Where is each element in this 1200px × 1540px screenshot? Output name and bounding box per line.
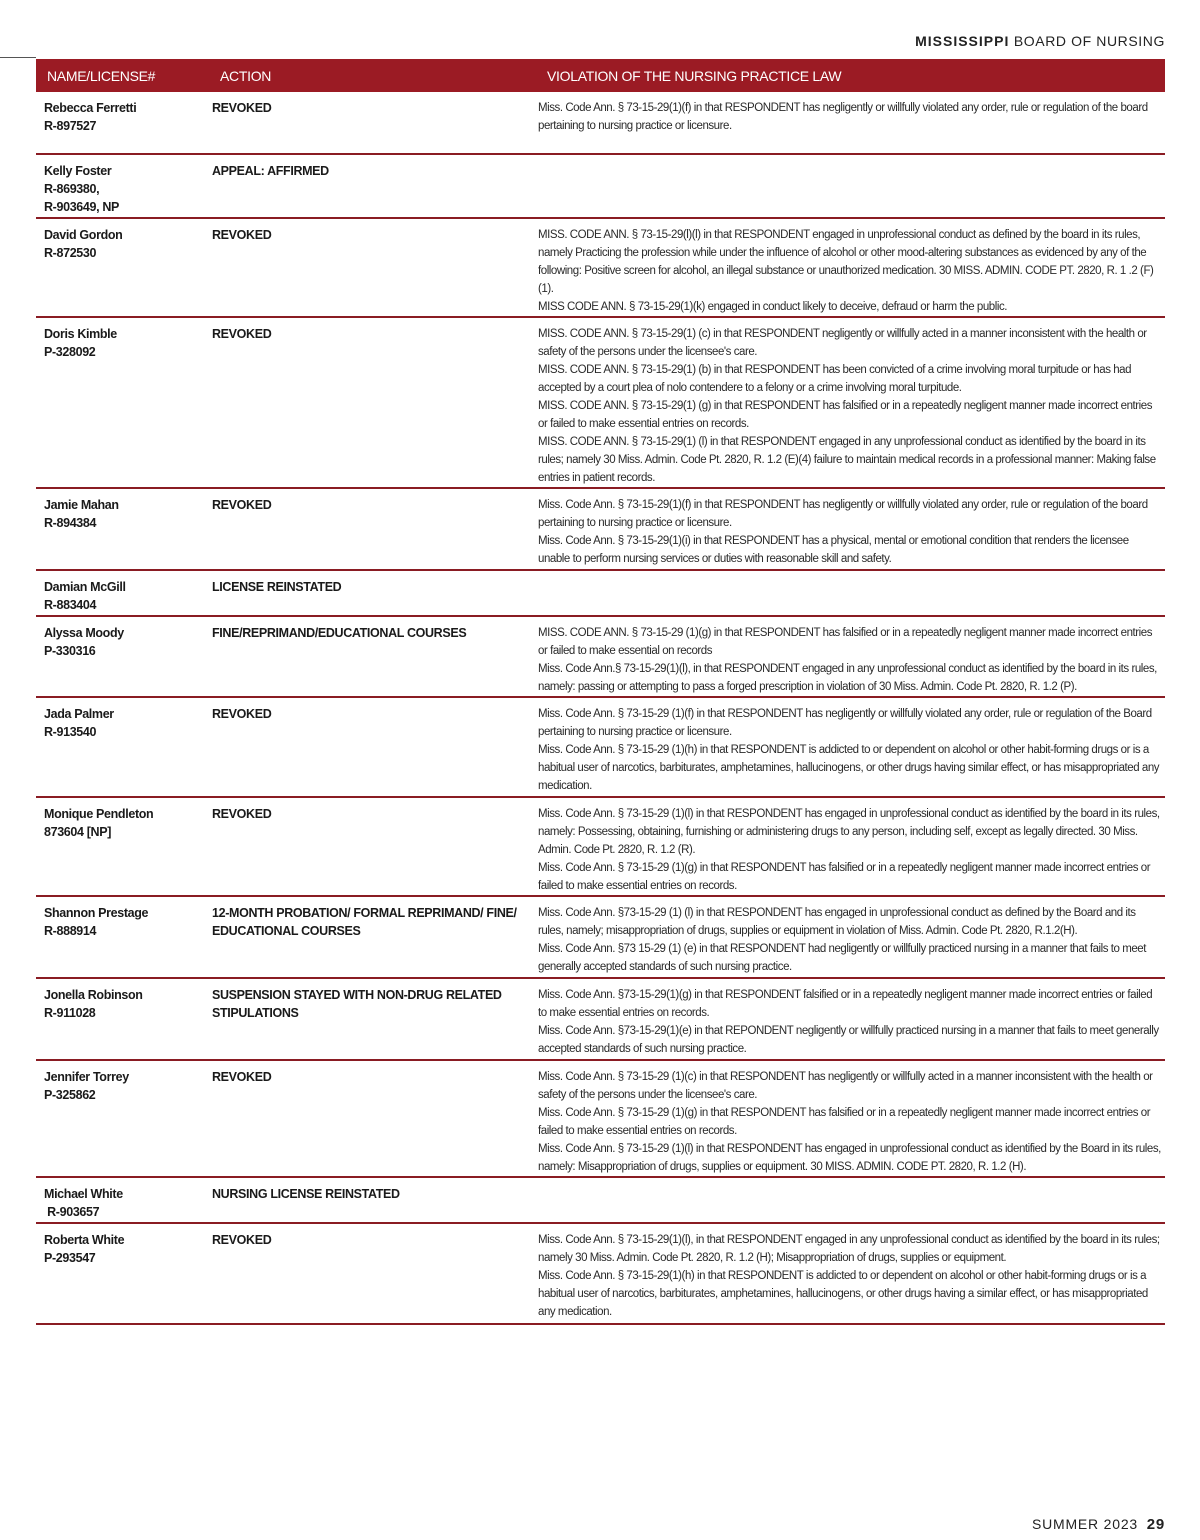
- violation-cell: [538, 805, 1165, 895]
- name-license-cell: [36, 1068, 212, 1176]
- table-row: [36, 92, 1165, 155]
- violation-text: Miss. Code Ann. § 73-15-29 (1)(g) in that RESPONDENT has falsified or in a repeatedly negligent manner made incorrect entries or failed to make essential entries on records.: [538, 1107, 1151, 1137]
- violation-cell: [538, 325, 1165, 487]
- disciplinary-actions-table: [36, 59, 1165, 1325]
- action-cell: SUSPENSION STAYED WITH NON-DRUG RELATED STIPULATIONS: [212, 988, 502, 1020]
- action-cell: REVOKED: [212, 228, 272, 242]
- license-number: R-897527: [44, 119, 97, 133]
- violation-cell: [538, 578, 1165, 615]
- violation-cell: [538, 1068, 1165, 1176]
- license-number: R-888914: [44, 924, 97, 938]
- violation-text: Miss. Code Ann. § 73-15-29 (1)(c) in that RESPONDENT has negligently or willfully acted in a manner inconsistent with the health or safety of the persons under the licensee's care.: [538, 1071, 1153, 1101]
- violation-cell: [538, 496, 1165, 569]
- violation-cell: [538, 226, 1165, 316]
- name-license-cell: [36, 226, 212, 316]
- respondent-name: Roberta White: [44, 1233, 125, 1247]
- violation-text: MISS. CODE ANN. § 73-15-29(1) (l) in that RESPONDENT engaged in any unprofessional conduct as identified by the board in its rules; namely 30 Miss. Admin. Code Pt. 2820, R. 1.2 (E)(4) failure to maintain medical records in a professional manner: Making false entries in patient records.: [538, 436, 1156, 484]
- violation-text: Miss. Code Ann. § 73-15-29(1)(l), in that RESPONDENT engaged in any unprofessional conduct as identified by the board in its rules; namely 30 Miss. Admin. Code Pt. 2820, R. 1.2 (H); Misappropriation of drugs, supplies or equipment.: [538, 1234, 1160, 1264]
- license-number: R-903657: [44, 1205, 100, 1219]
- action-cell: REVOKED: [212, 327, 272, 341]
- respondent-name: Kelly Foster: [44, 164, 112, 178]
- respondent-name: Monique Pendleton: [44, 807, 154, 821]
- action-cell: APPEAL: AFFIRMED: [212, 164, 329, 178]
- violation-text: Miss. Code Ann. § 73-15-29(1)(f) in that RESPONDENT has negligently or willfully violated any order, rule or regulation of the board pertaining to nursing practice or licensure.: [538, 102, 1148, 132]
- violation-text: MISS CODE ANN. § 73-15-29(1)(k) engaged in conduct likely to deceive, defraud or harm the public.: [538, 301, 1007, 313]
- violation-text: Miss. Code Ann.§ 73-15-29(1)(l), in that RESPONDENT engaged in any unprofessional conduct as identified by the board in its rules, namely: passing or attempting to pass a forged prescription in violation of 30 Miss. Admin. Code Pt. 2820, R. 1.2 (P).: [538, 663, 1157, 693]
- license-number: R-872530: [44, 246, 97, 260]
- respondent-name: Jamie Mahan: [44, 498, 119, 512]
- table-row: [36, 489, 1165, 571]
- license-number: R-903649, NP: [44, 200, 120, 214]
- action-cell: REVOKED: [212, 707, 272, 721]
- violation-cell: [538, 705, 1165, 796]
- col-header-violation: VIOLATION OF THE NURSING PRACTICE LAW: [547, 67, 842, 84]
- violation-text: Miss. Code Ann. § 73-15-29(1)(f) in that RESPONDENT has negligently or willfully violated any order, rule or regulation of the board pertaining to nursing practice or licensure.: [538, 499, 1148, 529]
- action-cell: FINE/REPRIMAND/EDUCATIONAL COURSES: [212, 626, 467, 640]
- name-license-cell: [36, 1231, 212, 1323]
- violation-text: MISS. CODE ANN. § 73-15-29(1) (b) in that RESPONDENT has been convicted of a crime involving moral turpitude or has had accepted by a court plea of nolo contendere to a felony or a crime involving moral turpitude.: [538, 364, 1132, 394]
- action-cell: REVOKED: [212, 101, 272, 115]
- violation-text: Miss. Code Ann. § 73-15-29 (1)(h) in that RESPONDENT is addicted to or dependent on alcohol or other habit-forming drugs or is a habitual user of narcotics, barbiturates, amphetamines, hallucinogens, or other drugs having similar effect, or has misappropriated any medication.: [538, 744, 1160, 792]
- header-rule: [0, 57, 36, 58]
- action-cell: REVOKED: [212, 498, 272, 512]
- violation-text: Miss. Code Ann. §73-15-29(1)(g) in that RESPONDENT falsified or in a repeatedly negligent manner made incorrect entries or failed to make essential entries on records.: [538, 989, 1153, 1019]
- table-row: [36, 1224, 1165, 1325]
- license-number: 873604 [NP]: [44, 825, 112, 839]
- name-license-cell: [36, 705, 212, 796]
- table-row: [36, 155, 1165, 219]
- table-row: [36, 219, 1165, 318]
- action-cell: REVOKED: [212, 1233, 272, 1247]
- violation-text: Miss. Code Ann. § 73-15-29 (1)(l) in that RESPONDENT has engaged in unprofessional conduct as identified by the board in its rules, namely: Possessing, obtaining, furnishing or administering drugs to any person, including self, except as legally directed. 30 Miss. Admin. Code Pt. 2820, R. 1.2 (R).: [538, 808, 1160, 856]
- violation-text: Miss. Code Ann. §73 15-29 (1) (e) in that RESPONDENT had negligently or willfully practiced nursing in a manner that fails to meet generally accepted standards of such nursing practice.: [538, 943, 1146, 973]
- page-footer: [1032, 1516, 1165, 1533]
- name-license-cell: [36, 1185, 212, 1222]
- action-cell: 12-MONTH PROBATION/ FORMAL REPRIMAND/ FINE/ EDUCATIONAL COURSES: [212, 906, 517, 938]
- violation-text: Miss. Code Ann. § 73-15-29 (1)(l) in that RESPONDENT has engaged in unprofessional conduct as identified by the Board in its rules, namely: Misappropriation of drugs, supplies or equipment. 30 MISS. ADMIN. CODE PT. 2820, R. 1.2 (H).: [538, 1143, 1161, 1173]
- table-body: [36, 92, 1165, 1325]
- license-number: P-328092: [44, 345, 96, 359]
- table-row: [36, 698, 1165, 798]
- name-license-cell: [36, 624, 212, 696]
- table-row: [36, 798, 1165, 897]
- respondent-name: Jennifer Torrey: [44, 1070, 129, 1084]
- action-cell: NURSING LICENSE REINSTATED: [212, 1187, 400, 1201]
- table-row: [36, 318, 1165, 489]
- license-number: P-330316: [44, 644, 96, 658]
- license-number: R-869380,: [44, 182, 100, 196]
- violation-text: Miss. Code Ann. § 73-15-29 (1)(f) in that RESPONDENT has negligently or willfully violated any order, rule or regulation of the Board pertaining to nursing practice or licensure.: [538, 708, 1152, 738]
- violation-text: Miss. Code Ann. §73-15-29 (1) (l) in that RESPONDENT has engaged in unprofessional conduct as defined by the Board and its rules, namely; misappropriation of drugs, supplies or equipment in violation of Miss. Admin. Code Pt. 2820, R.1.2(H).: [538, 907, 1136, 937]
- license-number: R-883404: [44, 598, 97, 612]
- table-row: [36, 979, 1165, 1061]
- action-cell: REVOKED: [212, 807, 272, 821]
- col-header-action: ACTION: [220, 67, 272, 84]
- violation-cell: [538, 986, 1165, 1059]
- license-number: R-894384: [44, 516, 97, 530]
- publication-header: [915, 33, 1165, 49]
- header-org-rest: BOARD OF NURSING: [1009, 33, 1165, 49]
- license-number: P-325862: [44, 1088, 96, 1102]
- name-license-cell: [36, 325, 212, 487]
- table-row: [36, 1061, 1165, 1178]
- respondent-name: Alyssa Moody: [44, 626, 124, 640]
- action-cell: REVOKED: [212, 1070, 272, 1084]
- violation-cell: [538, 99, 1165, 153]
- violation-cell: [538, 624, 1165, 696]
- action-cell: LICENSE REINSTATED: [212, 580, 342, 594]
- name-license-cell: [36, 904, 212, 977]
- col-header-name: NAME/LICENSE#: [47, 67, 156, 84]
- page-number: 29: [1146, 1516, 1165, 1533]
- violation-text: MISS. CODE ANN. § 73-15-29(l)(l) in that RESPONDENT engaged in unprofessional conduct as defined by the board in its rules, namely Practicing the profession while under the influence of alcohol or other mood-altering substances as evidenced by any of the following: Positive screen for alcohol, an illegal substance or unauthorized medication. 30 MISS. ADMIN. CODE PT. 2820, R. 1 .2 (F)(1).: [538, 229, 1154, 295]
- name-license-cell: [36, 986, 212, 1059]
- table-row: [36, 571, 1165, 617]
- violation-cell: [538, 1185, 1165, 1222]
- violation-text: MISS. CODE ANN. § 73-15-29(1) (g) in that RESPONDENT has falsified or in a repeatedly negligent manner made incorrect entries or failed to make essential entries on records.: [538, 400, 1153, 430]
- violation-cell: [538, 1231, 1165, 1323]
- respondent-name: Shannon Prestage: [44, 906, 149, 920]
- issue-label: SUMMER 2023: [1031, 1516, 1138, 1532]
- violation-cell: [538, 162, 1165, 217]
- name-license-cell: [36, 578, 212, 615]
- name-license-cell: [36, 496, 212, 569]
- header-org-bold: MISSISSIPPI: [915, 33, 1010, 49]
- violation-text: Miss. Code Ann. § 73-15-29(1)(h) in that RESPONDENT is addicted to or dependent on alcohol or other habit-forming drugs or is a habitual user of narcotics, barbiturates, amphetamines, hallucinogens, or other drugs having a similar effect, or has misappropriated any medication.: [538, 1270, 1148, 1318]
- license-number: P-293547: [44, 1251, 96, 1265]
- respondent-name: Jada Palmer: [44, 707, 114, 721]
- respondent-name: Rebecca Ferretti: [44, 101, 137, 115]
- table-row: [36, 617, 1165, 698]
- violation-text: MISS. CODE ANN. § 73-15-29(1) (c) in that RESPONDENT negligently or willfully acted in a manner inconsistent with the health or safety of the persons under the licensee's care.: [538, 328, 1147, 358]
- violation-cell: [538, 904, 1165, 977]
- table-header: [36, 59, 1165, 92]
- table-row: [36, 897, 1165, 979]
- violation-text: Miss. Code Ann. § 73-15-29 (1)(g) in that RESPONDENT has falsified or in a repeatedly negligent manner made incorrect entries or failed to make essential entries on records.: [538, 862, 1151, 892]
- violation-text: Miss. Code Ann. § 73-15-29(1)(i) in that RESPONDENT has a physical, mental or emotional condition that renders the licensee unable to perform nursing services or duties with reasonable skill and safety.: [538, 535, 1129, 565]
- respondent-name: Jonella Robinson: [44, 988, 143, 1002]
- respondent-name: Michael White: [44, 1187, 123, 1201]
- license-number: R-911028: [44, 1006, 96, 1020]
- respondent-name: David Gordon: [44, 228, 123, 242]
- respondent-name: Damian McGill: [44, 580, 126, 594]
- name-license-cell: [36, 99, 212, 153]
- respondent-name: Doris Kimble: [44, 327, 117, 341]
- name-license-cell: [36, 162, 212, 217]
- violation-text: MISS. CODE ANN. § 73-15-29 (1)(g) in that RESPONDENT has falsified or in a repeatedly negligent manner made incorrect entries or failed to make essential on records: [538, 627, 1153, 657]
- table-row: [36, 1178, 1165, 1224]
- license-number: R-913540: [44, 725, 97, 739]
- violation-text: Miss. Code Ann. §73-15-29(1)(e) in that REPONDENT negligently or willfully practiced nursing in a manner that fails to meet generally accepted standards of such nursing practice.: [538, 1025, 1159, 1055]
- name-license-cell: [36, 805, 212, 895]
